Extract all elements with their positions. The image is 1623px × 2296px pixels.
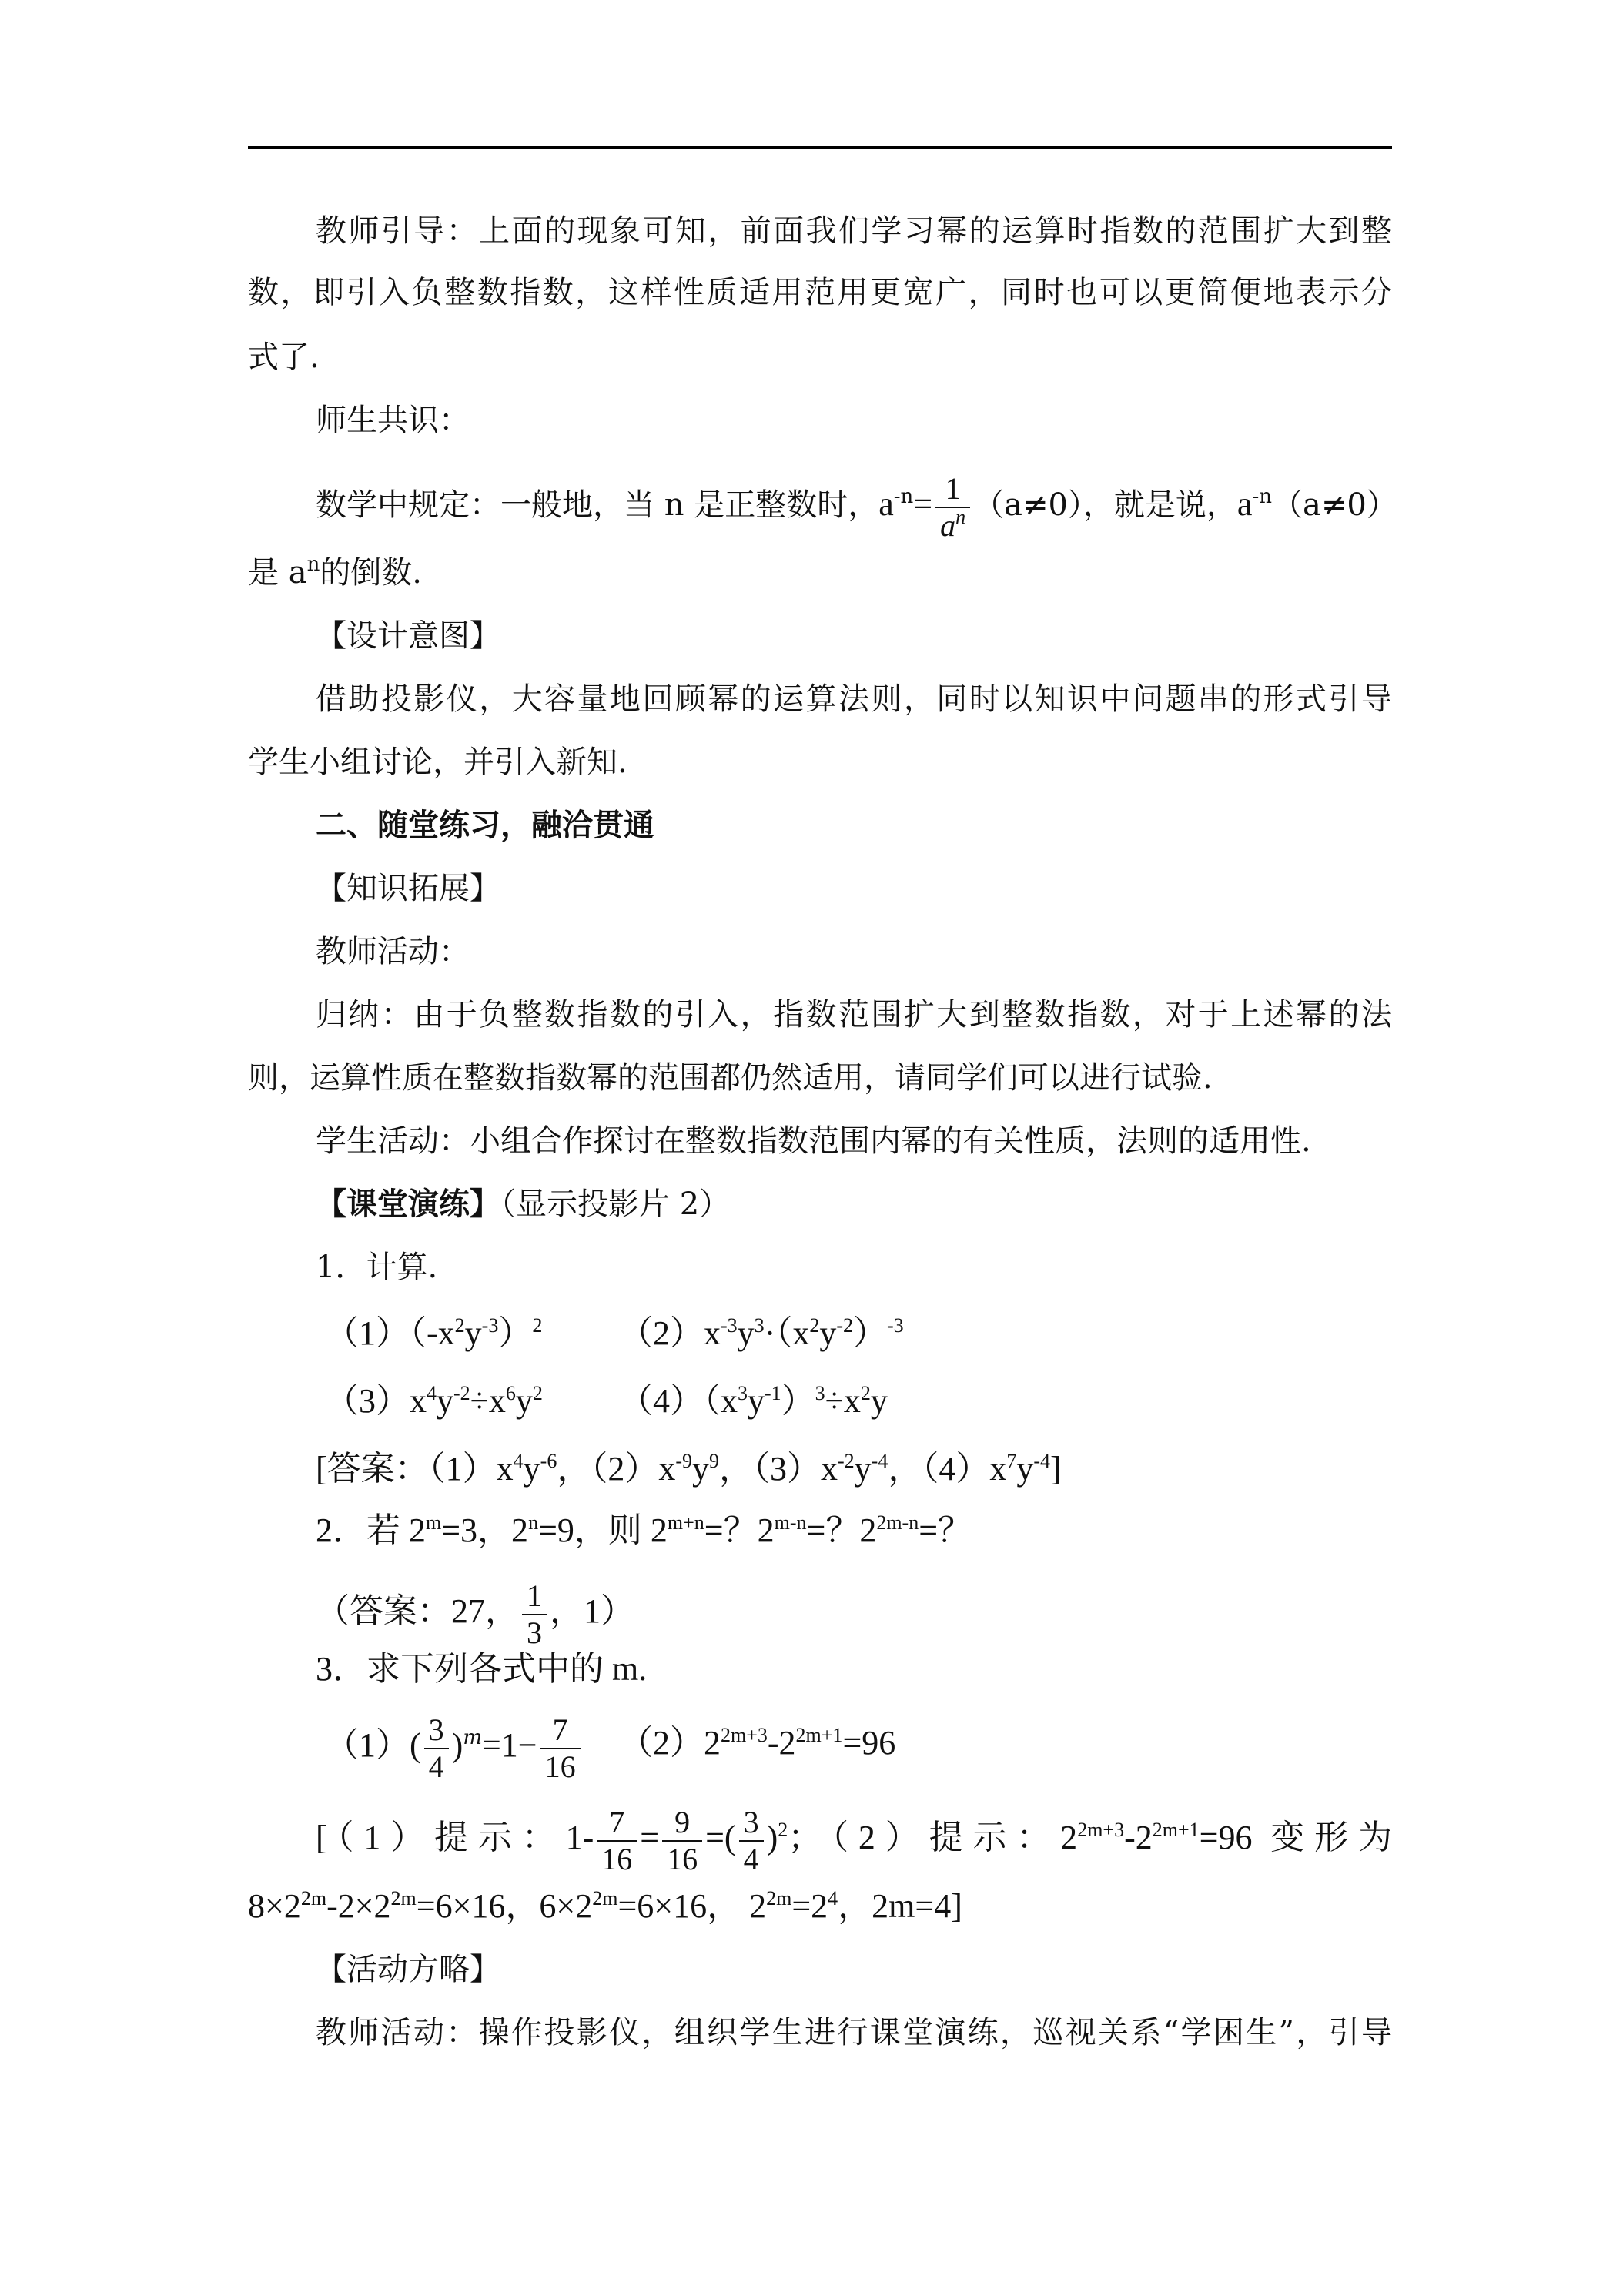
q3-title: 3．求下列各式中的 m.: [316, 1650, 648, 1688]
q1-part-2: $(2)x^{-3}y^3\cdot(x^2y^{-2})^{-3}$: [619, 1314, 904, 1352]
fraction-denominator: [935, 507, 970, 544]
teacher-activity-label: 教师活动：: [316, 934, 470, 969]
design-heading: 【设计意图】: [316, 618, 500, 654]
reciprocal-prefix: 是 a: [248, 555, 307, 591]
q2-answer-suffix: ，1）: [550, 1592, 634, 1630]
q3-part-2: $(2)2^{2m+3}-2^{2m+1}=96$: [619, 1724, 896, 1762]
q2-answer: [316, 1578, 1392, 1651]
design-line-2: 学生小组讨论，并引入新知.: [248, 745, 627, 780]
definition-neg-exponent: -n: [893, 485, 914, 508]
induction-line-2: 则，运算性质在整数指数幂的范围都仍然适用，请同学们可以进行试验.: [248, 1060, 1213, 1096]
student-activity: 学生活动：小组合作探讨在整数指数范围内幂的有关性质，法则的适用性.: [316, 1123, 1311, 1159]
intro-line-2: 数，即引入负整数指数，这样性质适用范用更宽广，同时也可以更简便地表示分: [248, 275, 1392, 310]
q3-hint-line-2: $8\times 2^{2m}-2\times 2^{2m}=6\times 16$，$6\times 2^{2m}=6\times 16$， $2^{2m}=2^4$，2m=4]: [248, 1887, 962, 1925]
drill-heading-line: [316, 1183, 1392, 1226]
definition-condition: （a≠0），就是说，: [973, 487, 1237, 523]
q2-text: 2．若 $2^m=3$，$2^n=9$，则 $2^{m+n}=$？$2^{m-n}=$？$2^{2m-n}=$？: [316, 1511, 972, 1549]
intro-line-1: 教师引导：上面的现象可知，前面我们学习幂的运算时指数的范围扩大到整: [316, 213, 1392, 249]
reciprocal-line: [248, 551, 1392, 594]
q2-answer-fraction: $\frac{1}{3}$: [522, 1578, 547, 1651]
definition-neg-exponent-2: -n: [1252, 485, 1272, 508]
reciprocal-suffix: 的倒数.: [320, 555, 423, 591]
extension-heading: 【知识拓展】: [316, 871, 500, 906]
q3-hint-line-1: [（1）提示：1- $\frac{7}{16}$ = $\frac{9}{16}$ =( $\frac{3}{4}$ )$^2$；（2）提示：$2^{2m+3}-2^{2m+1}=96$ 变形为: [316, 1805, 1392, 1876]
hint-fraction-3-4: $\frac{3}{4}$: [739, 1805, 764, 1877]
section-title: 二、随堂练习，融洽贯通: [316, 807, 654, 843]
definition-fraction: [935, 471, 970, 544]
definition-prefix: 数学中规定：一般地，当 n 是正整数时，: [316, 487, 879, 523]
q1-answer: [答案：$(1)x^4y^{-6}$，$(2)x^{-9}y^9$，$(3)x^{-2}y^{-4}$，$(4)x^7y^{-4}$]: [316, 1450, 1062, 1488]
q3-part-1-label: （1）: [325, 1726, 410, 1764]
definition-base-2: a: [1236, 485, 1253, 523]
q2-answer-prefix: （答案：27，: [316, 1592, 519, 1630]
reciprocal-exponent: n: [306, 553, 320, 576]
intro-line-3: 式了.: [248, 340, 320, 375]
denominator-base: a: [940, 508, 956, 543]
fraction-numerator: 1: [945, 471, 961, 506]
hint-fraction-9-16: $\frac{9}{16}$: [662, 1805, 702, 1877]
strategy-heading: 【活动方略】: [316, 1952, 500, 1987]
header-rule: [248, 146, 1392, 149]
q1-row-1: [325, 1312, 1387, 1356]
consensus-label: 师生共识：: [316, 403, 470, 438]
definition-line: [316, 471, 1397, 544]
definition-condition-2: （a≠0）: [1271, 487, 1397, 523]
definition-equals: =: [913, 485, 933, 523]
q1-part-3: $(3)x^4y^{-2}\div x^6y^2$: [325, 1382, 543, 1420]
q1-part-1: $(1)(-x^2y^{-3})^2$: [325, 1314, 543, 1352]
q3-fraction-7-16: $\frac{7}{16}$: [540, 1712, 581, 1785]
q1-row-2: [325, 1380, 1387, 1424]
induction-line-1: 归纳：由于负整数指数的引入，指数范围扩大到整数指数，对于上述幂的法: [316, 997, 1392, 1033]
q1-title: 1．计算.: [316, 1250, 438, 1285]
strategy-line-1: 教师活动：操作投影仪，组织学生进行课堂演练，巡视关系“学困生”，引导: [316, 2015, 1392, 2050]
definition-base: a: [878, 485, 894, 523]
drill-note: （显示投影片 2）: [500, 1186, 731, 1222]
design-line-1: 借助投影仪，大容量地回顾幂的运算法则，同时以知识中问题串的形式引导: [316, 681, 1392, 717]
q3-fraction-3-4: $\frac{3}{4}$: [424, 1712, 449, 1785]
q1-part-4: $(4)(x^3y^{-1})^3\div x^2y$: [619, 1382, 888, 1420]
q3-equations: （1）( $\frac{3}{4}$ )$^m$=1− $\frac{7}{16}$ $(2)2^{2m+3}-2^{2m+1}=96$: [325, 1712, 896, 1784]
hint-fraction-7-16: $\frac{7}{16}$: [597, 1805, 637, 1877]
drill-heading: 【课堂演练】: [316, 1186, 500, 1222]
denominator-exponent: n: [955, 506, 966, 528]
